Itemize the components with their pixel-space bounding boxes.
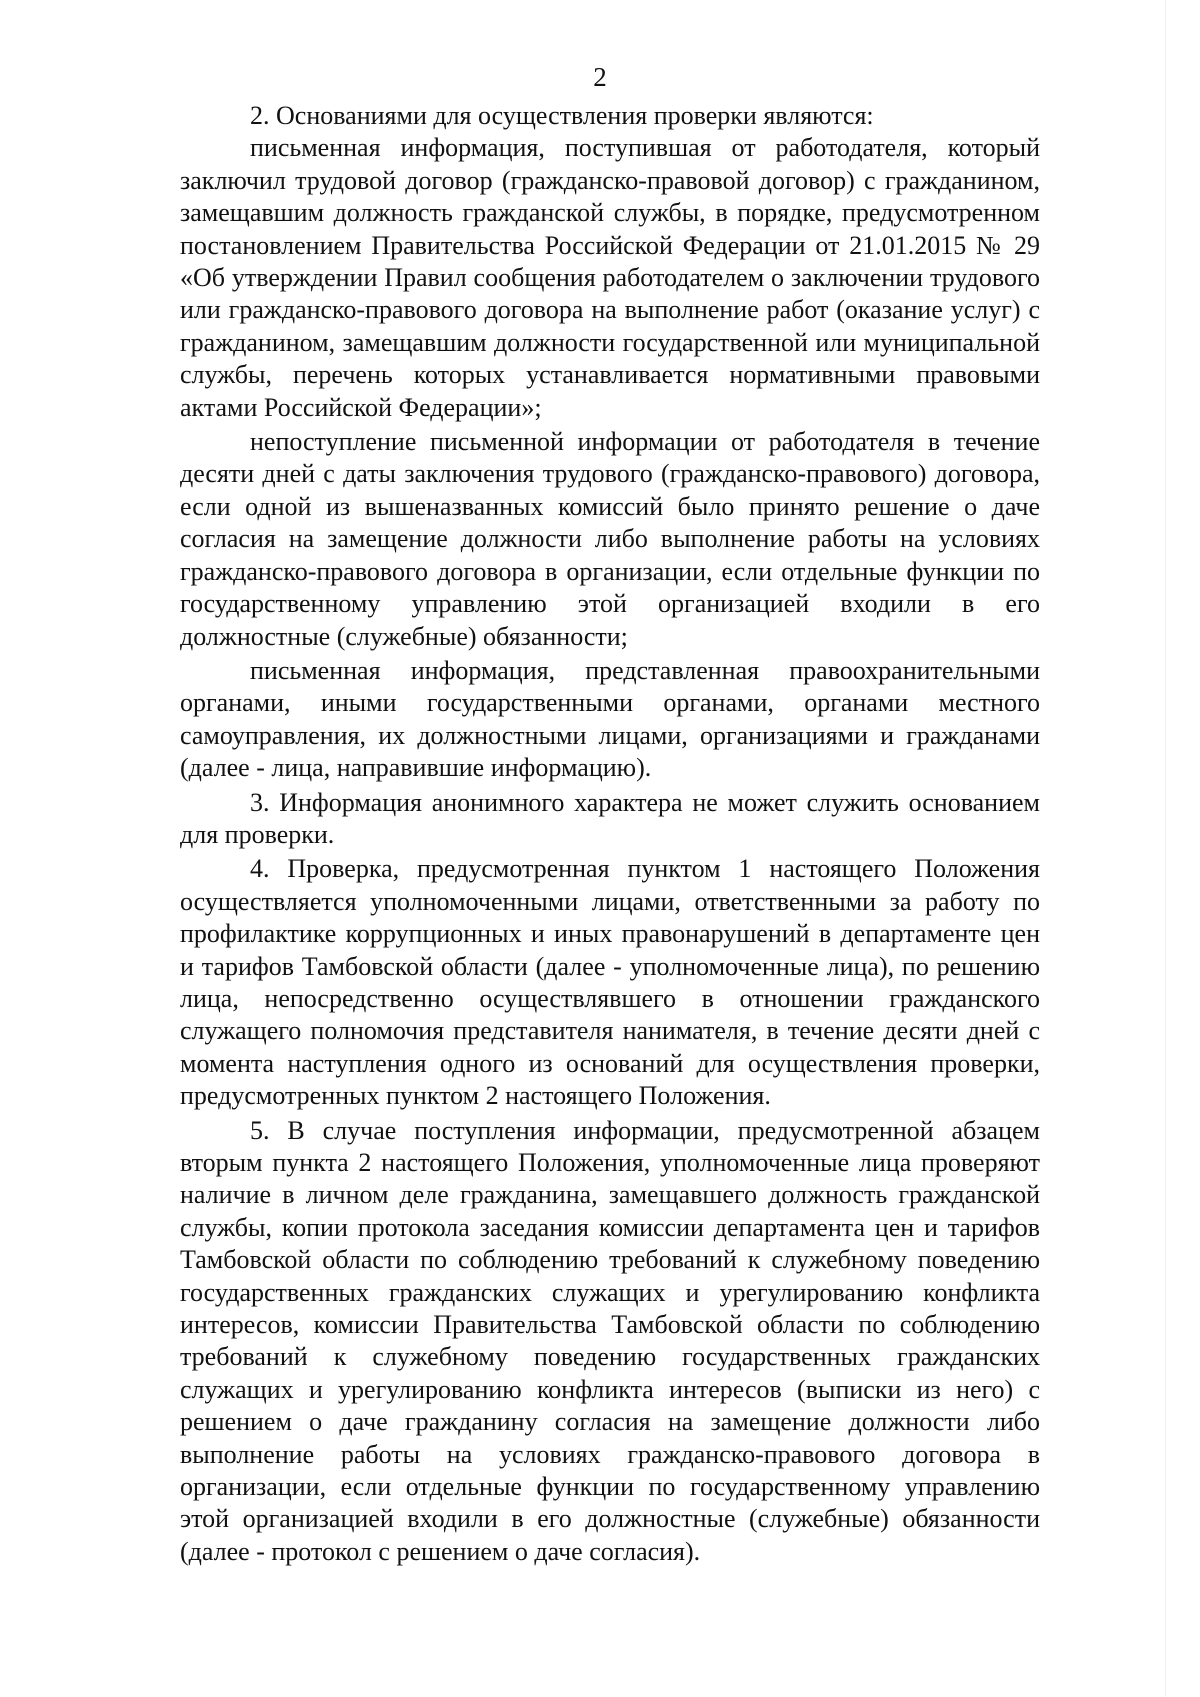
paragraph-employer-info: письменная информация, поступившая от работодателя, который заключил трудовой договор (гражданско-правовой договор) с гражданином, замещавшим должность гражданской службы, в порядке, предусмотренном постановлением Правительства Российской Федерации от 21.01.2015 № 29 «Об утверждении Правил сообщения работодателем о заключении трудового или гражданско-правового договора на выполнение работ (оказание услуг) с гражданином, замещавшим должности государственной или муниципальной службы, перечень которых устанавливается нормативными правовыми актами Российской Федерации»; bbox=[180, 133, 1040, 422]
page-number: 2 bbox=[593, 62, 607, 92]
paragraph-law-enforcement-info: письменная информация, представленная правоохранительными органами, иными государственными органами, органами местного самоуправления, их должностными лицами, организациями и гражданами (далее - лица, направившие информацию). bbox=[180, 655, 1040, 783]
paragraph-anonymous-info: 3. Информация анонимного характера не может служить основанием для проверки. bbox=[180, 787, 1040, 849]
paragraph-inspection-procedure: 4. Проверка, предусмотренная пунктом 1 настоящего Положения осуществляется уполномоченными лицами, ответственными за работу по профилактике коррупционных и иных правонарушений в департаменте цен и тарифов Тамбовской области (далее - уполномоченные лица), по решению лица, непосредственно осуществлявшего в отношении гражданского служащего полномочия представителя нанимателя, в течение десяти дней с момента наступления одного из оснований для осуществления проверки, предусмотренных пунктом 2 настоящего Положения. bbox=[180, 854, 1040, 1111]
paragraph-protocol-check: 5. В случае поступления информации, предусмотренной абзацем вторым пункта 2 настоящего Положения, уполномоченные лица проверяют наличие в личном деле гражданина, замещавшего должность гражданской службы, копии протокола заседания комиссии департамента цен и тарифов Тамбовской области по соблюдению требований к служебному поведению государственных гражданских служащих и урегулированию конфликта интересов, комиссии Правительства Тамбовской области по соблюдению требований к служебному поведению государственных гражданских служащих и урегулированию конфликта интересов (выписки из него) с решением о даче гражданину согласия на замещение должности либо выполнение работы на условиях гражданско-правового договора в организации, если отдельные функции по государственному управлению этой организацией входили в его должностные (служебные) обязанности (далее - протокол с решением о даче согласия). bbox=[180, 1115, 1040, 1566]
scan-edge-line bbox=[1165, 0, 1166, 1697]
document-body bbox=[180, 100, 1040, 1570]
paragraph-grounds-heading: 2. Основаниями для осуществления проверки являются: bbox=[250, 101, 874, 130]
paragraph-no-info-received: непоступление письменной информации от работодателя в течение десяти дней с даты заключения трудового (гражданско-правового) договора, если одной из вышеназванных комиссий было принято решение о даче согласия на замещение должности либо выполнение работы на условиях гражданско-правового договора в организации, если отдельные функции по государственному управлению этой организацией входили в его должностные (служебные) обязанности; bbox=[180, 427, 1040, 651]
